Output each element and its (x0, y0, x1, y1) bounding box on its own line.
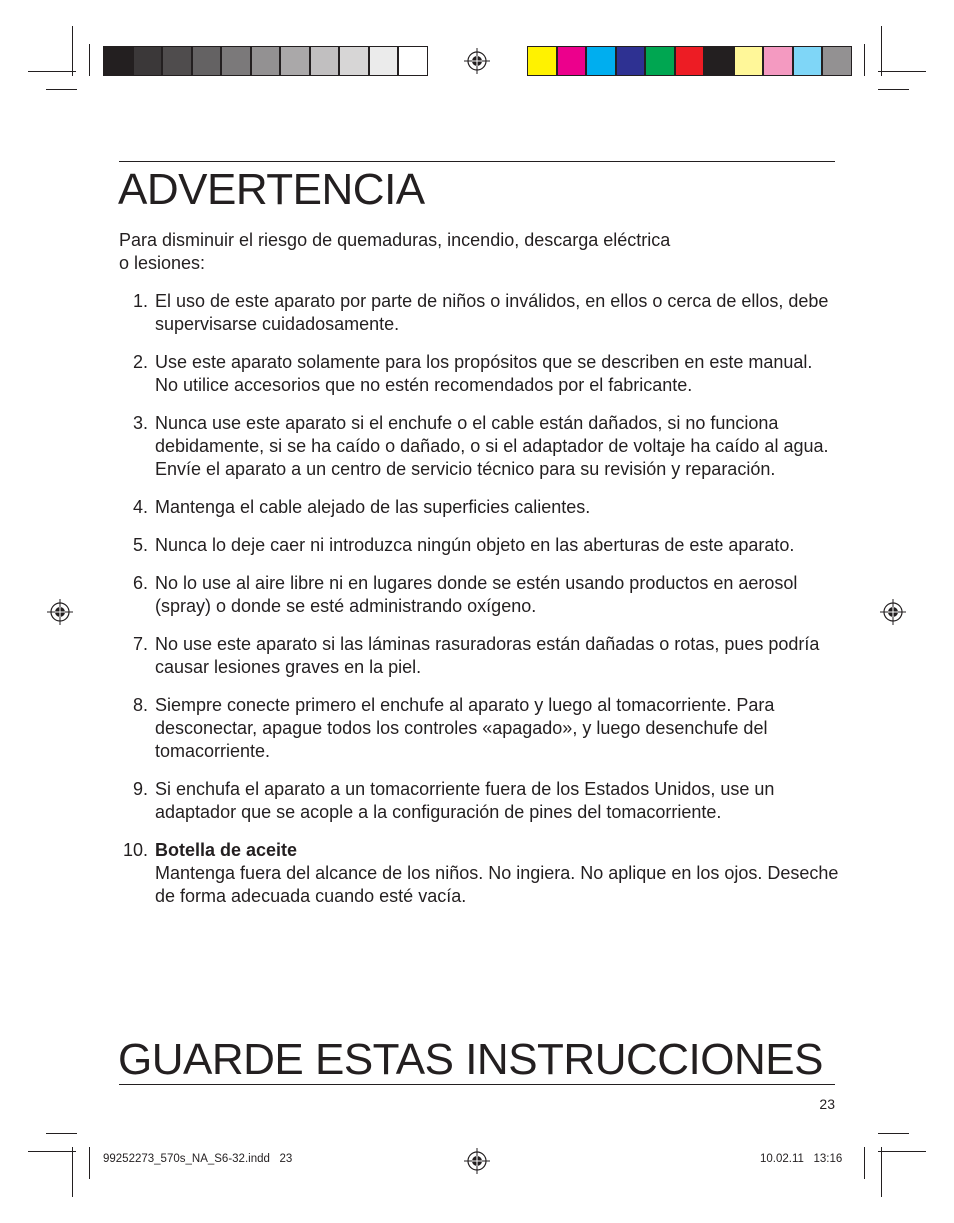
list-item-oil-bottle (119, 839, 839, 908)
registration-mark-icon (464, 1148, 490, 1174)
item-text: No use este aparato si las láminas rasuradoras están dañadas o rotas, pues podría causar lesiones graves en la piel. (155, 634, 820, 677)
crop-mark (46, 89, 77, 90)
gray-swatch (192, 46, 222, 76)
crop-mark (881, 26, 882, 76)
color-swatch (675, 46, 705, 76)
item-number: 6. (132, 573, 148, 593)
registration-mark-icon (880, 599, 906, 625)
item-number: 5. (132, 535, 148, 555)
item-number: 8. (132, 695, 148, 715)
crop-mark (864, 1147, 865, 1179)
crop-mark (46, 1133, 77, 1134)
color-swatch (527, 46, 557, 76)
item-number: 3. (132, 413, 148, 433)
footer-rule (119, 1084, 835, 1085)
color-swatch (734, 46, 764, 76)
crop-mark (878, 71, 926, 72)
item-number: 1. (132, 291, 148, 311)
item-text: Nunca use este aparato si el enchufe o el cable están dañados, si no funciona debidamente, si se ha caído o dañado, o si el adaptador de voltaje ha caído al agua. Envíe el aparato a un centro de servicio técnico para su revisión y reparación. (155, 413, 829, 479)
item-text: Mantenga fuera del alcance de los niños. No ingiera. No aplique en los ojos. Deseche de forma adecuada cuando esté vacía. (155, 863, 839, 906)
color-swatch (616, 46, 646, 76)
list-item (119, 496, 839, 519)
item-number: 10. (122, 840, 148, 860)
color-swatch (763, 46, 793, 76)
color-swatch (704, 46, 734, 76)
registration-mark-icon (464, 48, 490, 74)
crop-mark (878, 89, 909, 90)
list-item (119, 412, 839, 481)
crop-mark (878, 1151, 926, 1152)
list-item (119, 351, 839, 397)
gray-swatch (162, 46, 192, 76)
gray-swatch (398, 46, 428, 76)
item-text: Siempre conecte primero el enchufe al aparato y luego al tomacorriente. Para desconectar, apague todos los controles «apagado», y luego desenchufe del tomacorriente. (155, 695, 775, 761)
color-swatch (586, 46, 616, 76)
crop-mark (881, 1147, 882, 1197)
title-top-rule (119, 161, 835, 162)
list-item (119, 572, 839, 618)
gray-swatch (221, 46, 251, 76)
crop-mark (28, 1151, 76, 1152)
list-item (119, 290, 839, 336)
registration-mark-icon (47, 599, 73, 625)
item-number: 4. (132, 497, 148, 517)
crop-mark (864, 44, 865, 76)
item-number: 9. (132, 779, 148, 799)
slug-date-time: 10.02.11 13:16 (760, 1153, 843, 1165)
crop-mark (28, 71, 76, 72)
crop-mark (72, 26, 73, 76)
gray-swatch (133, 46, 163, 76)
item-text: Nunca lo deje caer ni introduzca ningún objeto en las aberturas de este aparato. (155, 535, 795, 555)
warning-list (119, 290, 839, 923)
crop-mark (878, 1133, 909, 1134)
page-number: 23 (819, 1096, 835, 1112)
intro-text: Para disminuir el riesgo de quemaduras, incendio, descarga eléctrica o lesiones: (119, 230, 671, 273)
list-item (119, 534, 839, 557)
gray-swatch (251, 46, 281, 76)
crop-mark (72, 1147, 73, 1197)
gray-swatch (369, 46, 399, 76)
gray-swatch (310, 46, 340, 76)
item-text: El uso de este aparato por parte de niños o inválidos, en ellos o cerca de ellos, debe supervisarse cuidadosamente. (155, 291, 829, 334)
item-title: Botella de aceite (155, 840, 298, 860)
item-text: No lo use al aire libre ni en lugares donde se estén usando productos en aerosol (spray) o donde se esté administrando oxígeno. (155, 573, 798, 616)
slug-file-info: 99252273_570s_NA_S6-32.indd 23 (103, 1153, 293, 1165)
gray-swatch (339, 46, 369, 76)
color-swatch (822, 46, 852, 76)
item-number: 7. (132, 634, 148, 654)
item-text: Mantenga el cable alejado de las superficies calientes. (155, 497, 591, 517)
gray-swatch (103, 46, 133, 76)
item-number: 2. (132, 352, 148, 372)
item-text: Use este aparato solamente para los propósitos que se describen en este manual. No utilice accesorios que no estén recomendados por el fabricante. (155, 352, 813, 395)
page-title: ADVERTENCIA (118, 165, 425, 214)
color-swatch (645, 46, 675, 76)
gray-swatch (280, 46, 310, 76)
color-swatch (557, 46, 587, 76)
list-item (119, 633, 839, 679)
color-swatch (793, 46, 823, 76)
list-item (119, 778, 839, 824)
list-item (119, 694, 839, 763)
item-text: Si enchufa el aparato a un tomacorriente fuera de los Estados Unidos, use un adaptador que se acople a la configuración de pines del tomacorriente. (155, 779, 775, 822)
crop-mark (89, 1147, 90, 1179)
crop-mark (89, 44, 90, 76)
footer-heading: GUARDE ESTAS INSTRUCCIONES (118, 1035, 823, 1084)
